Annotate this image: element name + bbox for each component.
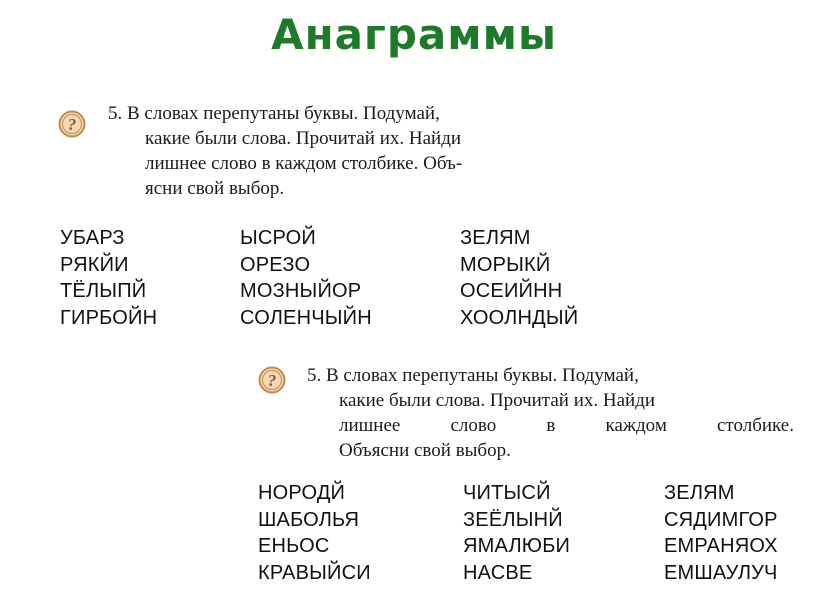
word: ЕНЬОС [258,535,330,557]
task-2-line-4: Объясни свой выбор. [339,440,511,461]
question-mark-icon [258,366,286,394]
task-1-line-2: какие были слова. Прочитай их. Найди [145,128,462,149]
page-title: Анаграммы [271,10,557,59]
task-1-line-4: ясни свой выбор. [145,178,285,199]
word: ЕМШАУЛУЧ [664,561,778,584]
word: НОРОДЙ [258,482,346,504]
task-2-column-2 [463,480,570,586]
word: НАСВЕ [463,561,533,584]
word: ЯМАЛЮБИ [463,535,571,557]
question-mark-icon [58,110,86,138]
word: КРАВЫЙСИ [258,561,371,584]
word: ЗЕЁЛЫНЙ [463,508,563,531]
word: ХООЛНДЫЙ [460,306,579,329]
word: ЧИТЫСЙ [463,482,551,504]
svg-text:?: ? [267,371,277,390]
word: ШАБОЛЬЯ [258,508,360,531]
word: СОЛЕНЧЫЙН [240,306,372,329]
task-2-column-3 [664,480,778,586]
task-1-column-1 [60,225,157,331]
word: ОСЕИЙНН [460,280,563,302]
task-1-column-2 [240,225,372,331]
word: ТЁЛЫПЙ [60,280,147,302]
task-2-number: 5. [307,365,322,386]
word: УБАРЗ [60,227,125,249]
task-2-line-3: лишнее слово в каждом столбике. [339,415,794,436]
svg-text:?: ? [67,115,77,134]
task-1-number: 5. [108,103,123,124]
word: ОРЕЗО [240,253,311,276]
task-2-text [307,363,794,463]
word: ЕМРАНЯОХ [664,535,778,557]
task-2-line-1: 5. В словах перепутаны буквы. Подумай, [307,365,639,386]
word: ЫСРОЙ [240,227,316,249]
task-1-line-3: лишнее слово в каждом столбике. Объ- [145,153,463,174]
task-2-column-1 [258,480,371,586]
word: МОЗНЫЙОР [240,280,362,302]
word: СЯДИМГОР [664,508,778,531]
task-2-line-2: какие были слова. Прочитай их. Найди [339,390,656,411]
task-1-text [108,101,598,201]
word: ЗЕЛЯМ [460,227,531,249]
word: ГИРБОЙН [60,306,158,329]
task-1-column-3 [460,225,578,331]
word: РЯКЙИ [60,253,129,276]
word: МОРЫКЙ [460,253,551,276]
word: ЗЕЛЯМ [664,482,735,504]
task-1-line-1: 5. В словах перепутаны буквы. Подумай, [108,103,440,124]
